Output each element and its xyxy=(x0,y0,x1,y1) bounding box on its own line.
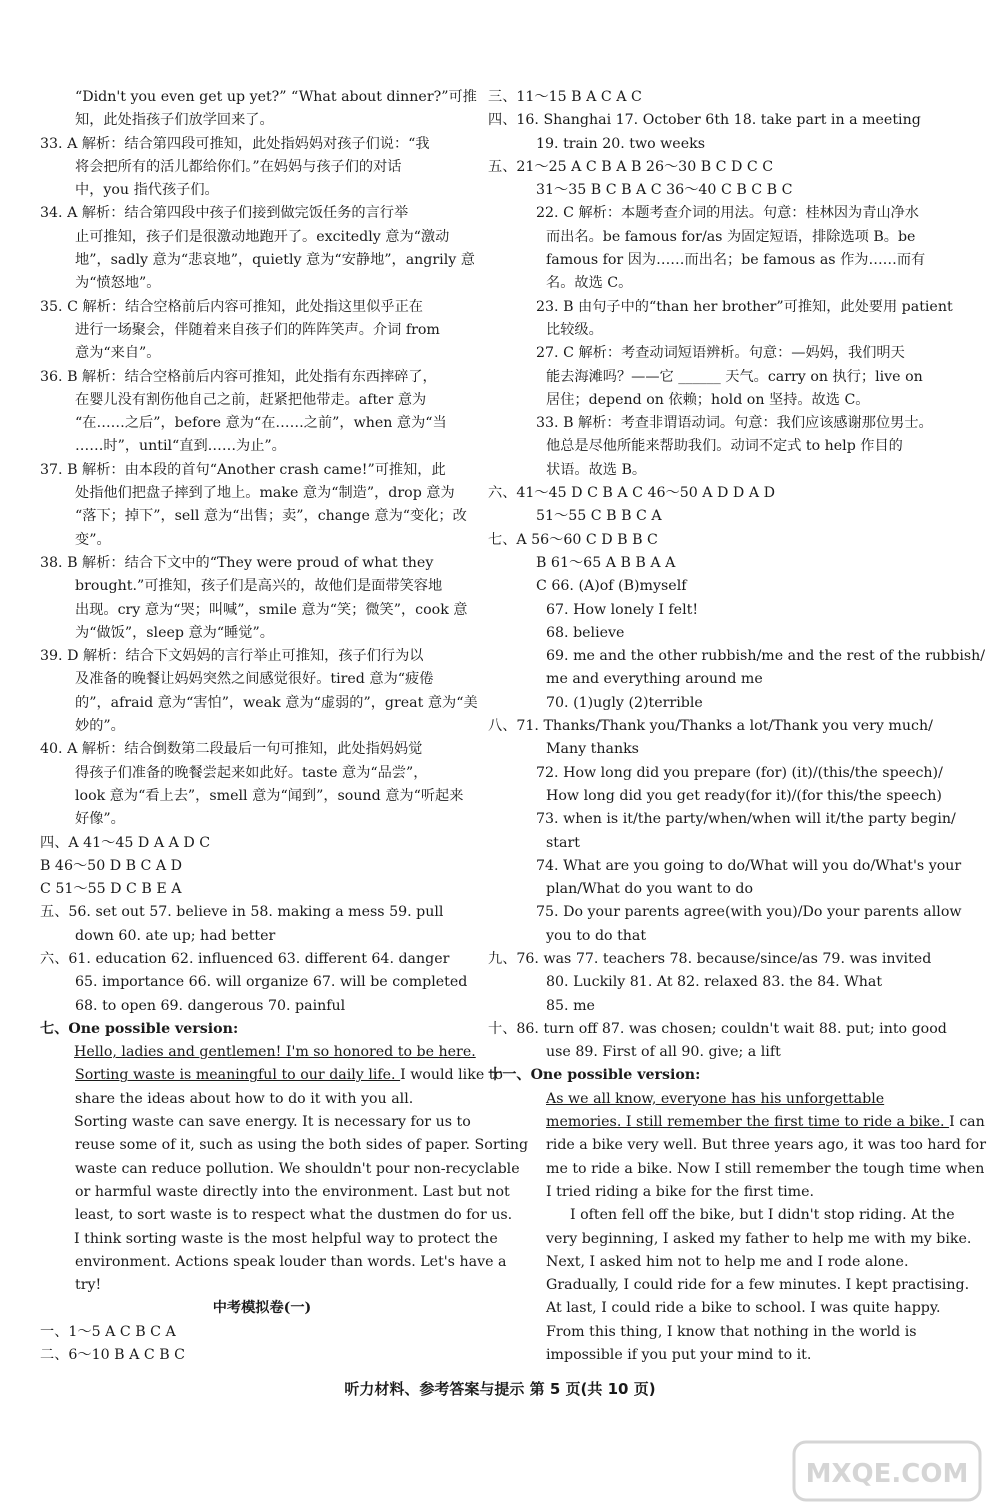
right-text-line: 八、71. Thanks/Thank you/Thanks a lot/Thank you very much/ xyxy=(488,718,933,735)
left-text-line: 五、56. set out 57. believe in 58. making a mess 59. pull xyxy=(40,904,444,921)
left-text-line: waste can reduce pollution. We shouldn't pour non-recyclable xyxy=(75,1160,520,1177)
left-text-line: 在婴儿没有割伤他自己之前，赶紧把他带走。after 意为 xyxy=(75,391,427,408)
left-text-line: 出现。cry 意为“哭；叫喊”，smile 意为“笑；微笑”，cook 意 xyxy=(75,601,468,618)
right-text-line: 80. Luckily 81. At 82. relaxed 83. the 84. What xyxy=(546,974,883,991)
left-text-line: 及准备的晚餐让妈妈突然之间感觉很好。tired 意为“疲倦 xyxy=(75,671,434,688)
right-text-line: 十、86. turn off 87. was chosen; couldn't wait 88. put; into good xyxy=(488,1020,947,1037)
right-text-line: very beginning, I asked my father to help me with my bike. xyxy=(546,1230,972,1247)
left-text-line: 36. B 解析：结合空格前后内容可推知，此处指有东西摔碎了， xyxy=(40,368,437,385)
watermark-text: MXQE.COM xyxy=(805,1459,969,1489)
left-text-line: try! xyxy=(75,1277,102,1294)
left-text-line: Sorting waste is meaningful to our daily life. I would like to xyxy=(75,1067,503,1084)
right-text-line: 状语。故选 B。 xyxy=(546,461,647,478)
left-text-line: 65. importance 66. will organize 67. will be completed xyxy=(75,974,468,991)
left-text-line: brought.”可推知，孩子们是高兴的，故他们是面带笑容地 xyxy=(75,578,443,595)
right-text-line: 名。故选 C。 xyxy=(546,275,633,292)
left-text-line: 为“愤怒地”。 xyxy=(75,275,161,292)
right-text-line: 72. How long did you prepare (for) (it)/(this/the speech)/ xyxy=(536,764,943,781)
left-text-line: 进行一场聚会，伴随着来自孩子们的阵阵笑声。介词 from xyxy=(75,321,440,338)
left-text-line: look 意为“看上去”，smell 意为“闻到”，sound 意为“听起来 xyxy=(75,787,464,804)
right-text-line: 75. Do your parents agree(with you)/Do your parents allow xyxy=(536,904,962,921)
left-text-line: 中，you 指代孩子们。 xyxy=(75,182,219,199)
left-text-line: 二、6～10 B A C B C xyxy=(40,1347,185,1364)
left-text-line: 38. B 解析：结合下文中的“They were proud of what they xyxy=(40,554,434,571)
left-text-line: 意为“来自”。 xyxy=(75,345,161,362)
left-text-line: “落下；掉下”，sell 意为“出售；卖”，change 意为“变化；改 xyxy=(75,508,467,525)
right-text-line: 十一、One possible version: xyxy=(488,1067,701,1084)
right-text-line: famous for 因为……而出名；be famous as 作为……而有 xyxy=(546,252,926,269)
right-text-line: 23. B 由句子中的“than her brother”可推知，此处要用 patient xyxy=(536,298,953,315)
right-text-line: you to do that xyxy=(546,927,647,944)
right-text-line: memories. I still remember the first time to ride a bike. I can xyxy=(546,1114,985,1131)
right-text-line: 85. me xyxy=(546,997,595,1014)
right-text-line: At last, I could ride a bike to school. I was quite happy. xyxy=(546,1300,941,1317)
right-text-line: 九、76. was 77. teachers 78. because/since/as 79. was invited xyxy=(488,950,932,967)
watermark-logo xyxy=(792,1440,982,1502)
left-text-line: 33. A 解析：结合第四段可推知，此处指妈妈对孩子们说：“我 xyxy=(40,135,430,152)
right-text-line: 能去海滩吗？——它 ______ 天气。carry on 执行；live on xyxy=(546,368,923,385)
left-text-line: I think sorting waste is the most helpful way to protect the xyxy=(74,1230,498,1247)
right-text-line: 33. B 解析：考查非谓语动词。句意：我们应该感谢那位男士。 xyxy=(536,415,933,432)
left-text-line: 34. A 解析：结合第四段中孩子们接到做完饭任务的言行举 xyxy=(40,205,409,222)
right-text-line: Many thanks xyxy=(546,741,639,758)
left-text-line: “在……之后”，before 意为“在……之前”，when 意为“当 xyxy=(75,415,447,432)
right-text-line: How long did you get ready(for it)/(for this/the speech) xyxy=(546,787,942,804)
right-text-line: 73. when is it/the party/when/when will it/the party begin/ xyxy=(536,811,956,828)
right-text-line: 他总是尽他所能来帮助我们。动词不定式 to help 作目的 xyxy=(546,438,903,455)
right-text-line: 70. (1)ugly (2)terrible xyxy=(546,694,703,711)
right-text-line: me to ride a bike. Now I still remember the tough time when xyxy=(546,1160,985,1177)
left-text-line: reuse some of it, such as using the both sides of paper. Sorting xyxy=(75,1137,529,1154)
right-text-line: plan/What do you want to do xyxy=(546,881,754,898)
left-text-line: or harmful waste directly into the environment. Last but not xyxy=(75,1183,510,1200)
right-text-line: start xyxy=(546,834,580,851)
right-text-line: B 61～65 A B B A A xyxy=(536,554,676,571)
right-text-line: ride a bike very well. But three years ago, it was too hard for xyxy=(546,1137,986,1154)
right-column xyxy=(488,86,986,1367)
right-text-line: 22. C 解析：本题考查介词的用法。句意：桂林因为青山净水 xyxy=(536,205,919,222)
right-text-line: 比较级。 xyxy=(546,321,603,338)
left-text-line: 37. B 解析：由本段的首句“Another crash came!”可推知，此 xyxy=(40,461,446,478)
left-text-line: 的”，afraid 意为“害怕”，weak 意为“虚弱的”，great 意为“美 xyxy=(75,694,478,711)
left-text-line: 六、61. education 62. influenced 63. different 64. danger xyxy=(40,950,450,967)
right-text-line: 68. believe xyxy=(546,624,625,641)
right-text-line: 51～55 C B B C A xyxy=(536,508,662,525)
left-text-line: environment. Actions speak louder than words. Let's have a xyxy=(75,1253,507,1270)
right-text-line: me and everything around me xyxy=(546,671,763,688)
right-text-line: impossible if you put your mind to it. xyxy=(546,1347,812,1364)
left-text-line: 变”。 xyxy=(75,531,111,548)
right-text-line: Gradually, I could ride for a few minutes. I kept practising. xyxy=(546,1277,970,1294)
left-text-line: share the ideas about how to do it with you all. xyxy=(75,1090,414,1107)
right-text-line: 六、41～45 D C B A C 46～50 A D D A D xyxy=(488,485,775,502)
left-text-line: 一、1～5 A C B C A xyxy=(40,1323,176,1340)
right-text-line: 27. C 解析：考查动词短语辨析。句意：—妈妈，我们明天 xyxy=(536,345,905,362)
left-text-line: down 60. ate up; had better xyxy=(75,927,276,944)
right-text-line: 31～35 B C B A C 36～40 C B C B C xyxy=(536,182,793,199)
left-text-line: “Didn't you even get up yet?” “What about dinner?”可推 xyxy=(75,89,477,105)
right-text-line: I often fell off the bike, but I didn't stop riding. At the xyxy=(570,1207,955,1224)
left-text-line: 知，此处指孩子们放学回来了。 xyxy=(75,112,274,129)
left-text-line: 将会把所有的活儿都给你们。”在妈妈与孩子们的对话 xyxy=(75,158,402,175)
right-text-line: 69. me and the other rubbish/me and the rest of the rubbish/ xyxy=(546,648,986,665)
left-text-line: 处指他们把盘子摔到了地上。make 意为“制造”，drop 意为 xyxy=(75,485,455,502)
left-text-line: 中考模拟卷(一) xyxy=(212,1300,312,1317)
left-text-line: 四、A 41～45 D A A D C xyxy=(40,834,211,851)
left-text-line: 地”，sadly 意为“悲哀地”，quietly 意为“安静地”，angrily 意 xyxy=(75,252,475,269)
left-text-line: 为“做饭”，sleep 意为“睡觉”。 xyxy=(75,624,274,641)
right-text-line: 而出名。be famous for/as 为固定短语，排除选项 B。be xyxy=(546,228,916,245)
left-text-line: C 51～55 D C B E A xyxy=(40,881,182,898)
left-text-line: least, to sort waste is to respect what the dustmen do for us. xyxy=(75,1207,513,1224)
left-text-line: Sorting waste can save energy. It is necessary for us to xyxy=(74,1114,471,1131)
page-footer: 听力材料、参考答案与提示 第 5 页(共 10 页) xyxy=(344,1380,656,1398)
right-text-line: From this thing, I know that nothing in the world is xyxy=(546,1323,917,1340)
left-text-line: 妙的”。 xyxy=(75,718,125,735)
left-text-line: 好像”。 xyxy=(75,811,125,828)
right-text-line: 四、16. Shanghai 17. October 6th 18. take part in a meeting xyxy=(488,112,921,129)
right-text-line: C 66. (A)of (B)myself xyxy=(536,578,687,595)
right-text-line: 19. train 20. two weeks xyxy=(536,135,705,152)
right-text-line: As we all know, everyone has his unforgettable xyxy=(546,1090,885,1107)
right-text-line: 七、A 56～60 C D B B C xyxy=(488,531,658,548)
right-text-line: 67. How lonely I felt! xyxy=(546,601,699,618)
right-text-line: 74. What are you going to do/What will you do/What's your xyxy=(536,857,962,874)
left-text-line: 40. A 解析：结合倒数第二段最后一句可推知，此处指妈妈觉 xyxy=(40,741,423,758)
right-text-line: 三、11～15 B A C A C xyxy=(488,89,642,105)
left-column xyxy=(40,86,529,1367)
left-text-line: 止可推知，孩子们是很激动地跑开了。excitedly 意为“激动 xyxy=(75,228,450,245)
left-text-line: ……时”，until“直到……为止”。 xyxy=(75,438,286,455)
right-text-line: Next, I asked him not to help me and I rode alone. xyxy=(546,1253,909,1270)
right-text-line: I tried riding a bike for the first time. xyxy=(546,1183,815,1200)
right-text-line: use 89. First of all 90. give; a lift xyxy=(546,1044,781,1061)
left-text-line: B 46～50 D B C A D xyxy=(40,857,183,874)
left-text-line: 68. to open 69. dangerous 70. painful xyxy=(75,997,346,1014)
left-text-line: 得孩子们准备的晚餐尝起来如此好。taste 意为“品尝”， xyxy=(75,764,428,781)
left-text-line: 七、One possible version: xyxy=(40,1020,239,1037)
right-text-line: 五、21～25 A C B A B 26～30 B C D C C xyxy=(488,158,774,175)
left-text-line: 35. C 解析：结合空格前后内容可推知，此处指这里似乎正在 xyxy=(40,298,423,315)
right-text-line: 居住；depend on 依赖；hold on 坚持。故选 C。 xyxy=(546,391,870,408)
left-text-line: 39. D 解析：结合下文妈妈的言行举止可推知，孩子们行为以 xyxy=(40,648,424,665)
left-text-line: Hello, ladies and gentlemen! I'm so honored to be here. xyxy=(74,1044,476,1061)
